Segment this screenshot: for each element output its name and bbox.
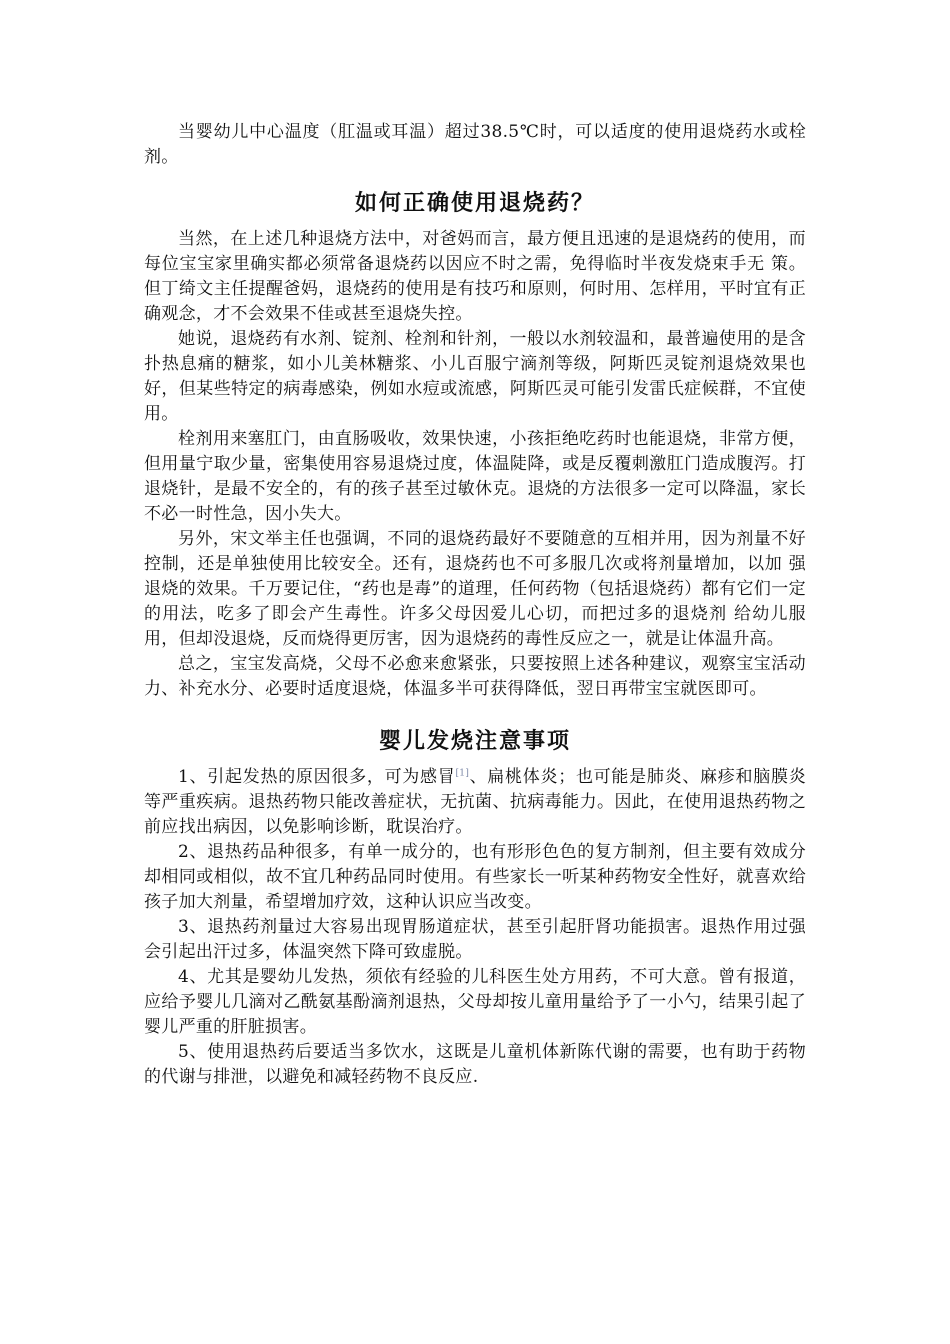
section2-item-4: 4、尤其是婴幼儿发热，须依有经验的儿科医生处方用药，不可大意。曾有报道，应给予婴儿几滴对乙酰氨基酚滴剂退热，父母却按儿童用量给予了一小勺，结果引起了婴儿严重的肝脏损害。 bbox=[144, 967, 806, 1037]
footnote-reference[interactable]: [1] bbox=[455, 768, 470, 779]
item1-text-before: 1、引起发热的原因很多，可为感冒 bbox=[178, 767, 456, 787]
section2-item-1 bbox=[144, 765, 806, 840]
section1-heading: 如何正确使用退烧药？ bbox=[354, 190, 595, 216]
section2-item-5: 5、使用退热药后要适当多饮水，这既是儿童机体新陈代谢的需要，也有助于药物的代谢与排泄，以避免和减轻药物不良反应. bbox=[144, 1042, 806, 1087]
section1-paragraph-5: 总之，宝宝发高烧，父母不必愈来愈紧张，只要按照上述各种建议，观察宝宝活动力、补充水分、必要时适度退烧，体温多半可获得降低，翌日再带宝宝就医即可。 bbox=[144, 654, 806, 699]
document-page bbox=[144, 120, 806, 1090]
section1-paragraph-3: 栓剂用来塞肛门，由直肠吸收，效果快速，小孩拒绝吃药时也能退烧，非常方便，但用量宁取少量，密集使用容易退烧过度，体温陡降，或是反覆刺激肛门造成腹泻。打退烧针，是最不安全的，有的孩子甚至过敏休克。退烧的方法很多一定可以降温，家长不必一时性急，因小失大。 bbox=[144, 429, 806, 524]
section1-paragraph-2: 她说，退烧药有水剂、锭剂、栓剂和针剂，一般以水剂较温和，最普遍使用的是含扑热息痛的糖浆，如小儿美林糖浆、小儿百服宁滴剂等级，阿斯匹灵锭剂退烧效果也好，但某些特定的病毒感染，例如水痘或流感，阿斯匹灵可能引发雷氏症候群，不宜使用。 bbox=[144, 329, 806, 424]
section2-item-3: 3、退热药剂量过大容易出现胃肠道症状，甚至引起肝肾功能损害。退热作用过强会引起出汗过多，体温突然下降可致虚脱。 bbox=[144, 917, 806, 962]
section2-item-2: 2、退热药品种很多，有单一成分的，也有形形色色的复方制剂，但主要有效成分却相同或相似，故不宜几种药品同时使用。有些家长一听某种药物安全性好，就喜欢给孩子加大剂量，希望增加疗效，这种认识应当改变。 bbox=[144, 842, 806, 912]
section1-paragraph-1: 当然，在上述几种退烧方法中，对爸妈而言，最方便且迅速的是退烧药的使用，而每位宝宝家里确实都必须常备退烧药以因应不时之需，免得临时半夜发烧束手无 策。但丁绮文主任提醒爸妈，退烧药的使用是有技巧和原则，何时用、怎样用，平时宜有正确观念，才不会效果不佳或甚至退烧失控。 bbox=[144, 229, 806, 324]
section2-heading: 婴儿发烧注意事项 bbox=[378, 728, 571, 754]
intro-paragraph: 当婴幼儿中心温度（肛温或耳温）超过38.5℃时，可以适度的使用退烧药水或栓剂。 bbox=[144, 122, 806, 167]
section1-paragraph-4: 另外，宋文举主任也强调，不同的退烧药最好不要随意的互相并用，因为剂量不好控制，还是单独使用比较安全。还有，退烧药也不可多服几次或将剂量增加，以加 强退烧的效果。千万要记住，“药也是毒”的道理，任何药物（包括退烧药）都有它们一定的用法，吃多了即会产生毒性。许多父母因爱儿心切，而把过多的退烧剂 给幼儿服用，但却没退烧，反而烧得更厉害，因为退烧药的毒性反应之一，就是让体温升高。 bbox=[144, 529, 806, 649]
item1-text-after: 、扁桃体炎；也可能是肺炎、麻疹和脑膜炎等严重疾病。退热药物只能改善症状，无抗菌、抗病毒能力。因此，在使用退热药物之前应找出病因，以免影响诊断，耽误治疗。 bbox=[144, 767, 806, 837]
